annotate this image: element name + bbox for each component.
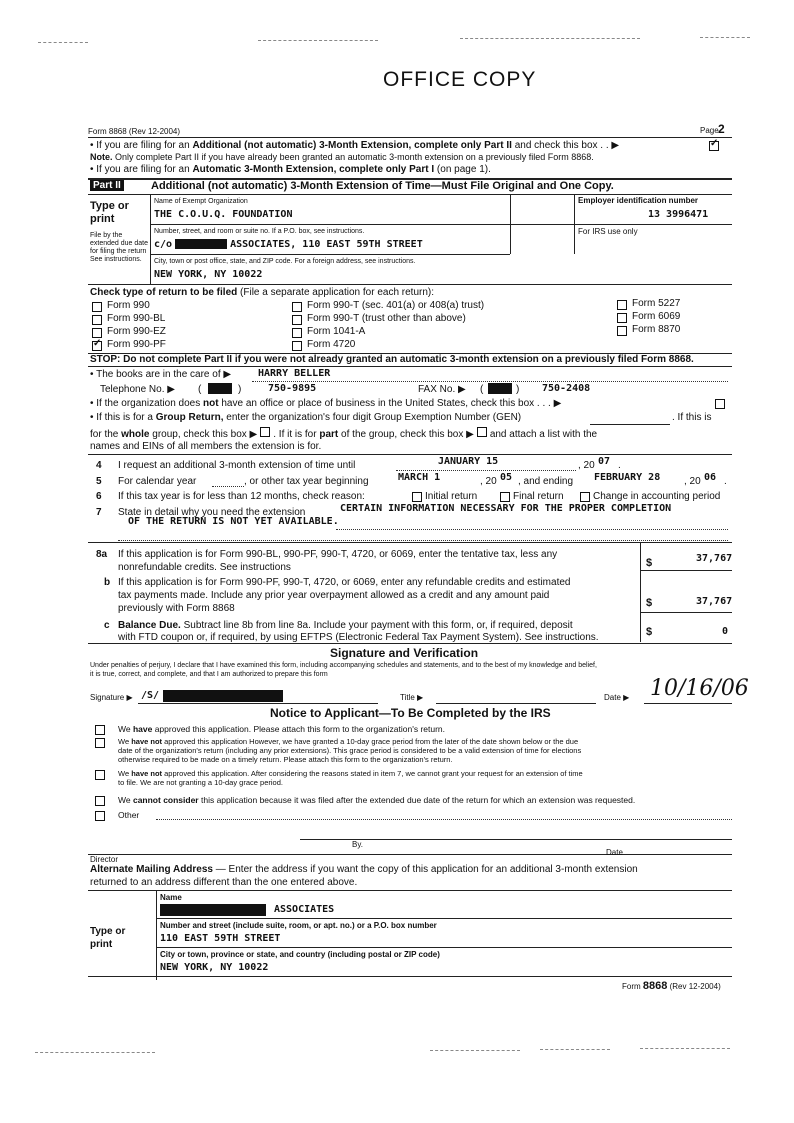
date-label: Date ▶ bbox=[604, 693, 630, 702]
line5-and-ending: , and ending bbox=[518, 476, 574, 487]
line6-number: 6 bbox=[96, 491, 102, 502]
return-type-checkbox[interactable] bbox=[92, 341, 102, 351]
line8c-number: c bbox=[104, 620, 110, 631]
rule bbox=[138, 703, 378, 704]
line5-mid: , or other tax year beginning bbox=[244, 476, 369, 487]
ein-value[interactable]: 13 3996471 bbox=[648, 209, 709, 220]
alternate-heading-2: returned to an address different than the one entered above. bbox=[90, 877, 358, 888]
return-type-checkbox[interactable] bbox=[92, 315, 102, 325]
scan-mark bbox=[700, 37, 750, 38]
signature-heading: Signature and Verification bbox=[330, 646, 479, 660]
notice-text: We have approved this application. Please attach this form to the organization's return. bbox=[118, 724, 446, 734]
rule bbox=[88, 366, 732, 367]
line6-text: If this tax year is for less than 12 months, check reason: bbox=[118, 491, 365, 502]
line4-number: 4 bbox=[96, 460, 102, 471]
line8a-dollar: $ bbox=[646, 557, 653, 569]
part2-label: Part II bbox=[90, 180, 124, 191]
notice-checkbox[interactable] bbox=[95, 770, 105, 780]
header-rule bbox=[88, 137, 732, 138]
rule bbox=[88, 284, 732, 285]
return-type-checkbox[interactable] bbox=[292, 315, 302, 325]
fax-label: FAX No. ▶ bbox=[418, 384, 466, 395]
rule bbox=[88, 542, 732, 543]
instruction-part2: • If you are filing for an Additional (not automatic) 3-Month Extension, complete only Part II and check this box . . ▶ bbox=[90, 140, 620, 151]
footer-form: Form 8868 (Rev 12-2004) bbox=[622, 980, 721, 992]
city-label: City, town or post office, state, and ZIP code. For a foreign address, see instructions. bbox=[154, 258, 416, 265]
rule bbox=[150, 254, 510, 255]
telephone-open-paren: ( bbox=[198, 384, 202, 395]
notice-date-label: Date bbox=[606, 848, 623, 857]
part2-title: Additional (not automatic) 3-Month Extension of Time—Must File Original and One Copy. bbox=[151, 180, 614, 192]
return-type-checkbox[interactable] bbox=[617, 313, 627, 323]
rule bbox=[156, 819, 732, 820]
irs-use-label: For IRS use only bbox=[578, 227, 638, 236]
line8b-text-3: previously with Form 8868 bbox=[118, 603, 235, 614]
notice-checkbox[interactable] bbox=[95, 796, 105, 806]
line7-value-1[interactable]: CERTAIN INFORMATION NECESSARY FOR THE PROPER COMPLETION bbox=[340, 503, 672, 514]
rule bbox=[300, 839, 732, 840]
rule bbox=[252, 381, 728, 382]
stop-notice: STOP: Do not complete Part II if you were not already granted an automatic 3-month extension on a previously filed Form 8868. bbox=[90, 354, 694, 365]
rule bbox=[640, 542, 641, 642]
alt-city-label: City or town, province or state, and country (including postal or ZIP code) bbox=[160, 950, 440, 959]
file-by-label: File by the extended due date for filing the return See instructions. bbox=[90, 232, 148, 263]
signature-label: Signature ▶ bbox=[90, 693, 133, 702]
scan-mark bbox=[35, 1052, 155, 1053]
rule bbox=[156, 918, 732, 919]
scan-mark bbox=[430, 1050, 520, 1051]
part2-checkbox[interactable] bbox=[709, 141, 719, 151]
change-accounting-checkbox[interactable] bbox=[580, 492, 590, 502]
instruction-part1: • If you are filing for an Automatic 3-Month Extension, complete only Part I (on page 1). bbox=[90, 164, 491, 175]
return-type-label: Form 1041-A bbox=[307, 326, 366, 337]
return-type-label: Form 5227 bbox=[632, 298, 681, 309]
fax-value[interactable]: 750-2408 bbox=[542, 383, 591, 394]
notice-text: Other bbox=[118, 810, 140, 820]
scan-mark bbox=[258, 40, 378, 41]
form-rev-label: Form 8868 (Rev 12-2004) bbox=[88, 127, 181, 136]
return-type-checkbox[interactable] bbox=[292, 328, 302, 338]
line5-begin[interactable]: MARCH 1 bbox=[398, 472, 441, 483]
line8a-number: 8a bbox=[96, 549, 108, 560]
return-type-label: Form 4720 bbox=[307, 339, 356, 350]
return-type-label: Form 990-PF bbox=[107, 339, 166, 350]
rule bbox=[118, 540, 728, 541]
rule bbox=[212, 486, 244, 487]
return-type-label: Form 990-T (trust other than above) bbox=[307, 313, 466, 324]
alt-city-value[interactable]: NEW YORK, NY 10022 bbox=[160, 962, 269, 973]
line8a-text-2: nonrefundable credits. See instructions bbox=[118, 562, 291, 573]
return-type-checkbox[interactable] bbox=[92, 328, 102, 338]
line4-value[interactable]: JANUARY 15 bbox=[438, 456, 499, 467]
street-value[interactable]: c/o ASSOCIATES, 110 EAST 59TH STREET bbox=[154, 239, 423, 250]
notice-text: otherwise required to be made on a timely return. Please attach this form to the organization's return. bbox=[118, 755, 453, 764]
line4-text: I request an additional 3-month extension of time until bbox=[118, 460, 356, 471]
return-type-checkbox[interactable] bbox=[292, 341, 302, 351]
penalty-text-1: Under penalties of perjury, I declare that I have examined this form, including accompanying schedules and statements, and to the best of my knowledge and belief, bbox=[90, 662, 597, 669]
line7-text: State in detail why you need the extension bbox=[118, 507, 306, 518]
telephone-label: Telephone No. ▶ bbox=[100, 384, 175, 395]
scan-mark bbox=[640, 1048, 730, 1049]
penalty-text-2: it is true, correct, and complete, and that I am authorized to prepare this form bbox=[90, 671, 328, 678]
return-type-checkbox[interactable] bbox=[92, 302, 102, 312]
line8b-text-2: tax payments made. Include any prior year overpayment allowed as a credit and any amount paid bbox=[118, 590, 550, 601]
line7-number: 7 bbox=[96, 507, 102, 518]
line7-value-2[interactable]: OF THE RETURN IS NOT YET AVAILABLE. bbox=[128, 516, 339, 527]
rule bbox=[336, 529, 728, 530]
books-value[interactable]: HARRY BELLER bbox=[258, 368, 331, 379]
page-label: Page bbox=[700, 126, 719, 135]
alternate-heading: Alternate Mailing Address — Enter the address if you want the copy of this application for an additional 3-month extension bbox=[90, 864, 638, 875]
notice-heading: Notice to Applicant—To Be Completed by the IRS bbox=[270, 706, 551, 720]
return-type-label: Form 990-T (sec. 401(a) or 408(a) trust) bbox=[307, 300, 485, 311]
line8b-text-1: If this application is for Form 990-PF, 990-T, 4720, or 6069, enter any refundable credits and estimated bbox=[118, 577, 571, 588]
notice-text: date of the organization's return (including any prior extensions). This grace period is considered to be a valid extension of time for elections bbox=[118, 746, 582, 755]
ein-label: Employer identification number bbox=[578, 196, 699, 205]
type-or-print-label: Type or print bbox=[90, 200, 129, 225]
return-type-heading: Check type of return to be filed (File a separate application for each return): bbox=[90, 287, 435, 298]
by-label: By. bbox=[352, 840, 363, 849]
date-value[interactable]: 10/16/06 bbox=[650, 676, 749, 701]
telephone-value[interactable]: 750-9895 bbox=[268, 383, 317, 394]
telephone-close-paren: ) bbox=[238, 384, 242, 395]
notice-text: We cannot consider this application because it was filed after the extended due date of the return for which an extension was requested. bbox=[118, 795, 636, 805]
group-line3: names and EINs of all members the extension is for. bbox=[90, 441, 322, 452]
line5-begin-year-prefix: , 20 bbox=[480, 476, 497, 487]
line5-end[interactable]: FEBRUARY 28 bbox=[594, 472, 661, 483]
rule bbox=[88, 890, 732, 891]
rule bbox=[436, 703, 596, 704]
notice-checkbox[interactable] bbox=[95, 811, 105, 821]
initial-return-label: Initial return bbox=[425, 491, 478, 502]
alt-street-value[interactable]: 110 EAST 59TH STREET bbox=[160, 933, 281, 944]
group-line1: • If this is for a Group Return, enter the organization's four digit Group Exemption Number (GEN) bbox=[90, 412, 522, 423]
line5-period: . bbox=[724, 476, 727, 487]
rule bbox=[150, 194, 151, 284]
redaction bbox=[163, 690, 283, 702]
return-type-checkbox[interactable] bbox=[617, 300, 627, 310]
line8a-value[interactable]: 37,767 bbox=[696, 553, 733, 564]
notice-text: to file. We are not granting a 10-day grace period. bbox=[118, 778, 283, 787]
return-type-label: Form 6069 bbox=[632, 311, 681, 322]
alt-name-label: Name bbox=[160, 893, 182, 902]
line4-period: . bbox=[618, 460, 621, 471]
return-type-label: Form 8870 bbox=[632, 324, 681, 335]
rule bbox=[156, 947, 732, 948]
rule bbox=[156, 890, 157, 980]
office-copy-stamp: OFFICE COPY bbox=[383, 68, 537, 91]
line8b-number: b bbox=[104, 577, 111, 588]
scan-mark bbox=[460, 38, 640, 39]
rule bbox=[88, 643, 732, 644]
line8b-dollar: $ bbox=[646, 597, 653, 609]
notice-text: We have not approved this application. After considering the reasons stated in item 7, we cannot grant your request for an extension of time bbox=[118, 769, 583, 778]
rule bbox=[150, 224, 732, 225]
return-type-checkbox[interactable] bbox=[292, 302, 302, 312]
title-label: Title ▶ bbox=[400, 693, 424, 702]
fax-open-paren: ( bbox=[480, 384, 484, 395]
return-type-label: Form 990-BL bbox=[107, 313, 166, 324]
alt-type-or-print: Type or print bbox=[90, 926, 126, 950]
books-label: • The books are in the care of ▶ bbox=[90, 369, 232, 380]
line5-number: 5 bbox=[96, 476, 102, 487]
redaction bbox=[160, 904, 266, 916]
rule bbox=[590, 424, 670, 425]
org-name-label: Name of Exempt Organization bbox=[154, 198, 248, 205]
return-type-label: Form 990-EZ bbox=[107, 326, 166, 337]
scan-mark bbox=[540, 1049, 610, 1050]
line8c-text-2: with FTD coupon or, if required, by using EFTPS (Electronic Federal Tax Payment System). See instructions. bbox=[118, 632, 599, 643]
initial-return-checkbox[interactable] bbox=[412, 492, 422, 502]
change-accounting-label: Change in accounting period bbox=[593, 491, 721, 502]
line8c-value[interactable]: 0 bbox=[722, 626, 729, 637]
line8c-dollar: $ bbox=[646, 626, 653, 638]
line5-end-year[interactable]: 06 bbox=[704, 472, 717, 483]
redaction bbox=[488, 383, 512, 394]
no-office-checkbox[interactable] bbox=[715, 399, 725, 409]
line5-end-year-prefix: , 20 bbox=[684, 476, 701, 487]
scan-mark bbox=[38, 42, 88, 43]
rule bbox=[644, 703, 732, 704]
rule bbox=[88, 854, 732, 855]
rule bbox=[88, 194, 732, 195]
rule bbox=[640, 570, 732, 571]
city-value[interactable]: NEW YORK, NY 10022 bbox=[154, 269, 263, 280]
notice-checkbox[interactable] bbox=[95, 725, 105, 735]
director-label: Director bbox=[90, 855, 119, 864]
instruction-note: Note. Only complete Part II if you have already been granted an automatic 3-month extension on a previously filed Form 8868. bbox=[90, 152, 594, 162]
rule bbox=[640, 612, 732, 613]
notice-checkbox[interactable] bbox=[95, 738, 105, 748]
alt-street-label: Number and street (include suite, room, or apt. no.) or a P.O. box number bbox=[160, 921, 437, 930]
group-line1-end: . If this is bbox=[672, 412, 712, 423]
line8c-text-1: Balance Due. Subtract line 8b from line 8a. Include your payment with this form, or, if required, deposit bbox=[118, 620, 573, 631]
final-return-checkbox[interactable] bbox=[500, 492, 510, 502]
signature-value[interactable]: /S/ bbox=[141, 690, 160, 701]
line8b-value[interactable]: 37,767 bbox=[696, 596, 733, 607]
rule bbox=[396, 470, 576, 471]
rule bbox=[88, 976, 732, 977]
line5-text: For calendar year bbox=[118, 476, 197, 487]
final-return-label: Final return bbox=[513, 491, 564, 502]
line5-begin-year[interactable]: 05 bbox=[500, 472, 513, 483]
org-name-value[interactable]: THE C.O.U.Q. FOUNDATION bbox=[154, 209, 293, 220]
rule bbox=[88, 454, 732, 455]
line4-year-prefix: , 20 bbox=[578, 460, 595, 471]
line8a-text-1: If this application is for Form 990-BL, 990-PF, 990-T, 4720, or 6069, enter the tentative tax, less any bbox=[118, 549, 558, 560]
alt-name-value[interactable]: ASSOCIATES bbox=[274, 904, 335, 915]
page-number: 2 bbox=[718, 122, 725, 136]
redaction bbox=[208, 383, 232, 394]
notice-text: We have not approved this application However, we have granted a 10-day grace period from the later of the date shown below or the due bbox=[118, 737, 579, 746]
return-type-checkbox[interactable] bbox=[617, 326, 627, 336]
group-line2: for the whole group, check this box ▶ . If it is for part of the group, check this box ▶ and attach a list with the bbox=[90, 429, 598, 440]
line4-year[interactable]: 07 bbox=[598, 456, 611, 467]
fax-close-paren: ) bbox=[516, 384, 520, 395]
no-office-text: • If the organization does not have an office or place of business in the United States, check this box . . . ▶ bbox=[90, 398, 562, 409]
street-label: Number, street, and room or suite no. If a P.O. box, see instructions. bbox=[154, 228, 365, 235]
return-type-label: Form 990 bbox=[107, 300, 150, 311]
